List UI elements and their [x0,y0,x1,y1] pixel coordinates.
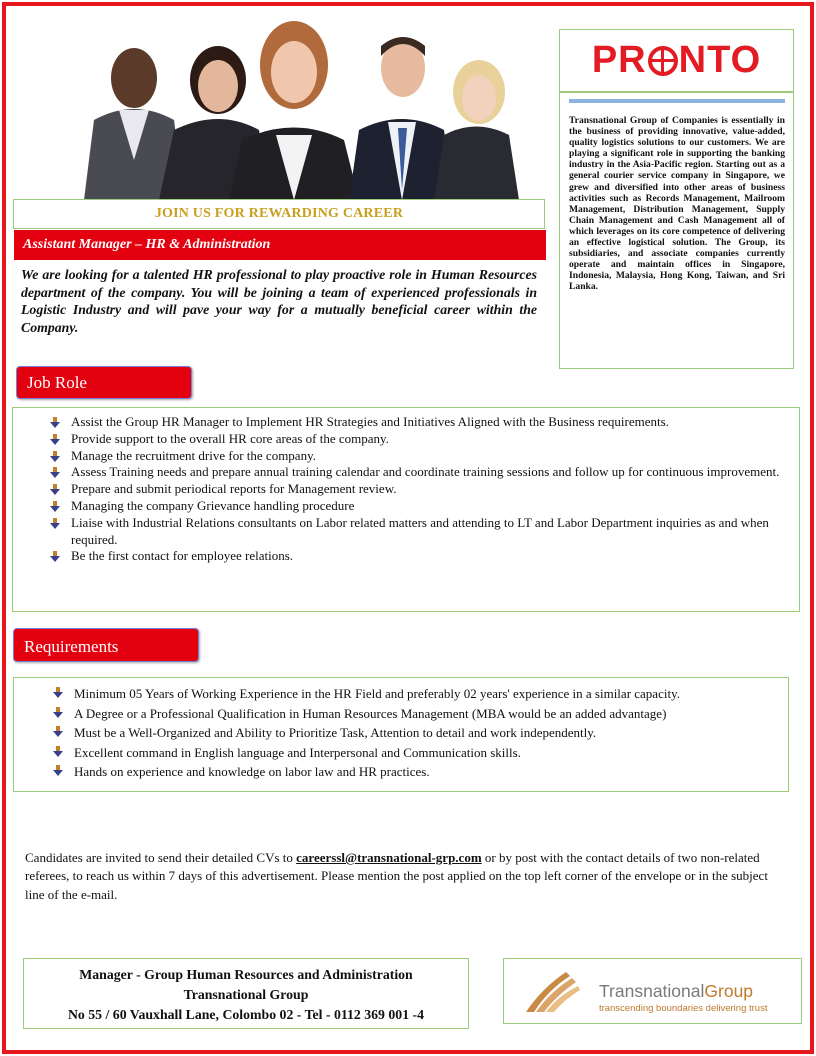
list-item-text: A Degree or a Professional Qualification in Human Resources Management (MBA would be an added advantage) [74,705,667,721]
requirements-list [52,684,774,782]
transnational-logo-box [503,958,802,1024]
transnational-logo-name-part1: Transnational [599,981,705,1001]
list-item-text: Provide support to the overall HR core areas of the company. [71,430,389,446]
contact-line-1: Manager - Group Human Resources and Administration [79,967,413,982]
list-item [49,515,785,549]
arrow-bullet-icon [52,726,64,738]
contact-line-2: Transnational Group [183,986,309,1002]
list-item [49,414,785,431]
list-item [49,498,785,515]
position-title: Assistant Manager – HR & Administration [23,237,271,252]
application-note [25,849,785,904]
transnational-tagline: transcending boundaries delivering trust [599,1003,768,1014]
arrow-bullet-icon [49,451,61,463]
arrow-bullet-icon [52,746,64,758]
pronto-logo [592,39,761,82]
transnational-logo-name-part2: Group [704,981,754,1001]
arrow-bullet-icon [52,765,64,777]
list-item [49,464,785,481]
list-item [49,448,785,465]
job-role-list-box [12,407,800,612]
list-item [49,548,785,565]
list-item-text: Assess Training needs and prepare annual training calendar and coordinate training sessions and follow up for continuous improvement. [71,464,780,480]
list-item-text: Must be a Well-Organized and Ability to Prioritize Task, Attention to detail and work independently. [74,725,597,740]
list-item [52,723,774,743]
job-role-tab [16,366,192,399]
about-company-text: Transnational Group of Companies is essentially in the business of providing innovative, value-added, quality logistics solutions to our customers. We are playing a significant role in supporting the banking industry in the Asia-Pacific region. Starting out as a general courier service company in Singapore, we grew and diversified into other areas of business activities such as Records Management, Mailroom Management, Distribution Management, Supply Chain Management and Cash Management all of which leverages on its core competence of delivering an effective logistical solution. The Group, its subsidiaries, and associate companies currently operate and maintain offices in Singapore, Indonesia, Malaysia, Hong Kong, Taiwan, and Sri Lanka. [569,115,785,293]
arrow-bullet-icon [49,434,61,446]
team-photo [14,10,544,200]
requirements-list-box [13,677,789,792]
list-item-text: Assist the Group HR Manager to Implement HR Strategies and Initiatives Aligned with the Business requirements. [71,414,669,429]
list-item [52,704,774,724]
list-item-text: Be the first contact for employee relations. [71,548,294,564]
list-item [49,481,785,498]
pronto-globe-icon [648,46,678,76]
join-us-heading: JOIN US FOR REWARDING CAREER [154,206,404,221]
arrow-bullet-icon [49,551,61,563]
job-role-heading: Job Role [27,372,87,392]
arrow-bullet-icon [49,484,61,496]
transnational-mark-icon [522,968,582,1014]
list-item-text: Manage the recruitment drive for the company. [71,447,316,463]
list-item-text: Excellent command in English language and Interpersonal and Communication skills. [74,744,521,760]
requirements-tab [13,628,199,662]
contact-line-3: No 55 / 60 Vauxhall Lane, Colombo 02 - Tel - 0112 369 001 -4 [67,1006,425,1022]
careers-email-link[interactable]: careerssl@transnational-grp.com [296,850,482,865]
join-us-banner [13,199,545,229]
arrow-bullet-icon [49,501,61,513]
list-item [49,431,785,448]
transnational-logo-name [599,981,753,1002]
about-company-panel [559,92,794,369]
list-item-text: Prepare and submit periodical reports for Management review. [71,481,397,497]
pronto-logo-letters-pr: PR [591,39,647,81]
requirements-heading: Requirements [24,637,119,656]
contact-box [23,958,469,1029]
intro-paragraph: We are looking for a talented HR professional to play proactive role in Human Resources department of the company. You will be joining a team of experienced professionals in Logistic Industry and will pave your way for a mutually beneficial career within the Company. [21,267,537,335]
job-role-list [49,414,785,565]
arrow-bullet-icon [49,417,61,429]
about-divider [569,99,785,103]
list-item-text: Hands on experience and knowledge on labor law and HR practices. [74,764,430,779]
application-note-before: Candidates are invited to send their detailed CVs to [25,850,297,865]
team-photo-illustration [14,10,544,200]
arrow-bullet-icon [49,518,61,530]
list-item-text: Managing the company Grievance handling procedure [71,497,355,513]
list-item-text: Liaise with Industrial Relations consultants on Labor related matters and attending to LT and Labor Department inquiries as and when required. [71,514,769,547]
pronto-logo-letters-nto: NTO [678,39,762,81]
list-item-text: Minimum 05 Years of Working Experience in the HR Field and preferably 02 years' experience in a similar capacity. [74,686,680,701]
list-item [52,684,774,704]
arrow-bullet-icon [49,467,61,479]
position-title-bar [14,230,546,260]
list-item [52,743,774,763]
list-item [52,762,774,782]
application-note-after: or by post with the contact details of two non-related referees, to reach us within 7 days of this advertisement. Please mention the post applied on the top left corner of the envelope or in the subject line of the e-mail. [25,850,768,902]
arrow-bullet-icon [52,687,64,699]
pronto-logo-box [559,29,794,92]
arrow-bullet-icon [52,707,64,719]
